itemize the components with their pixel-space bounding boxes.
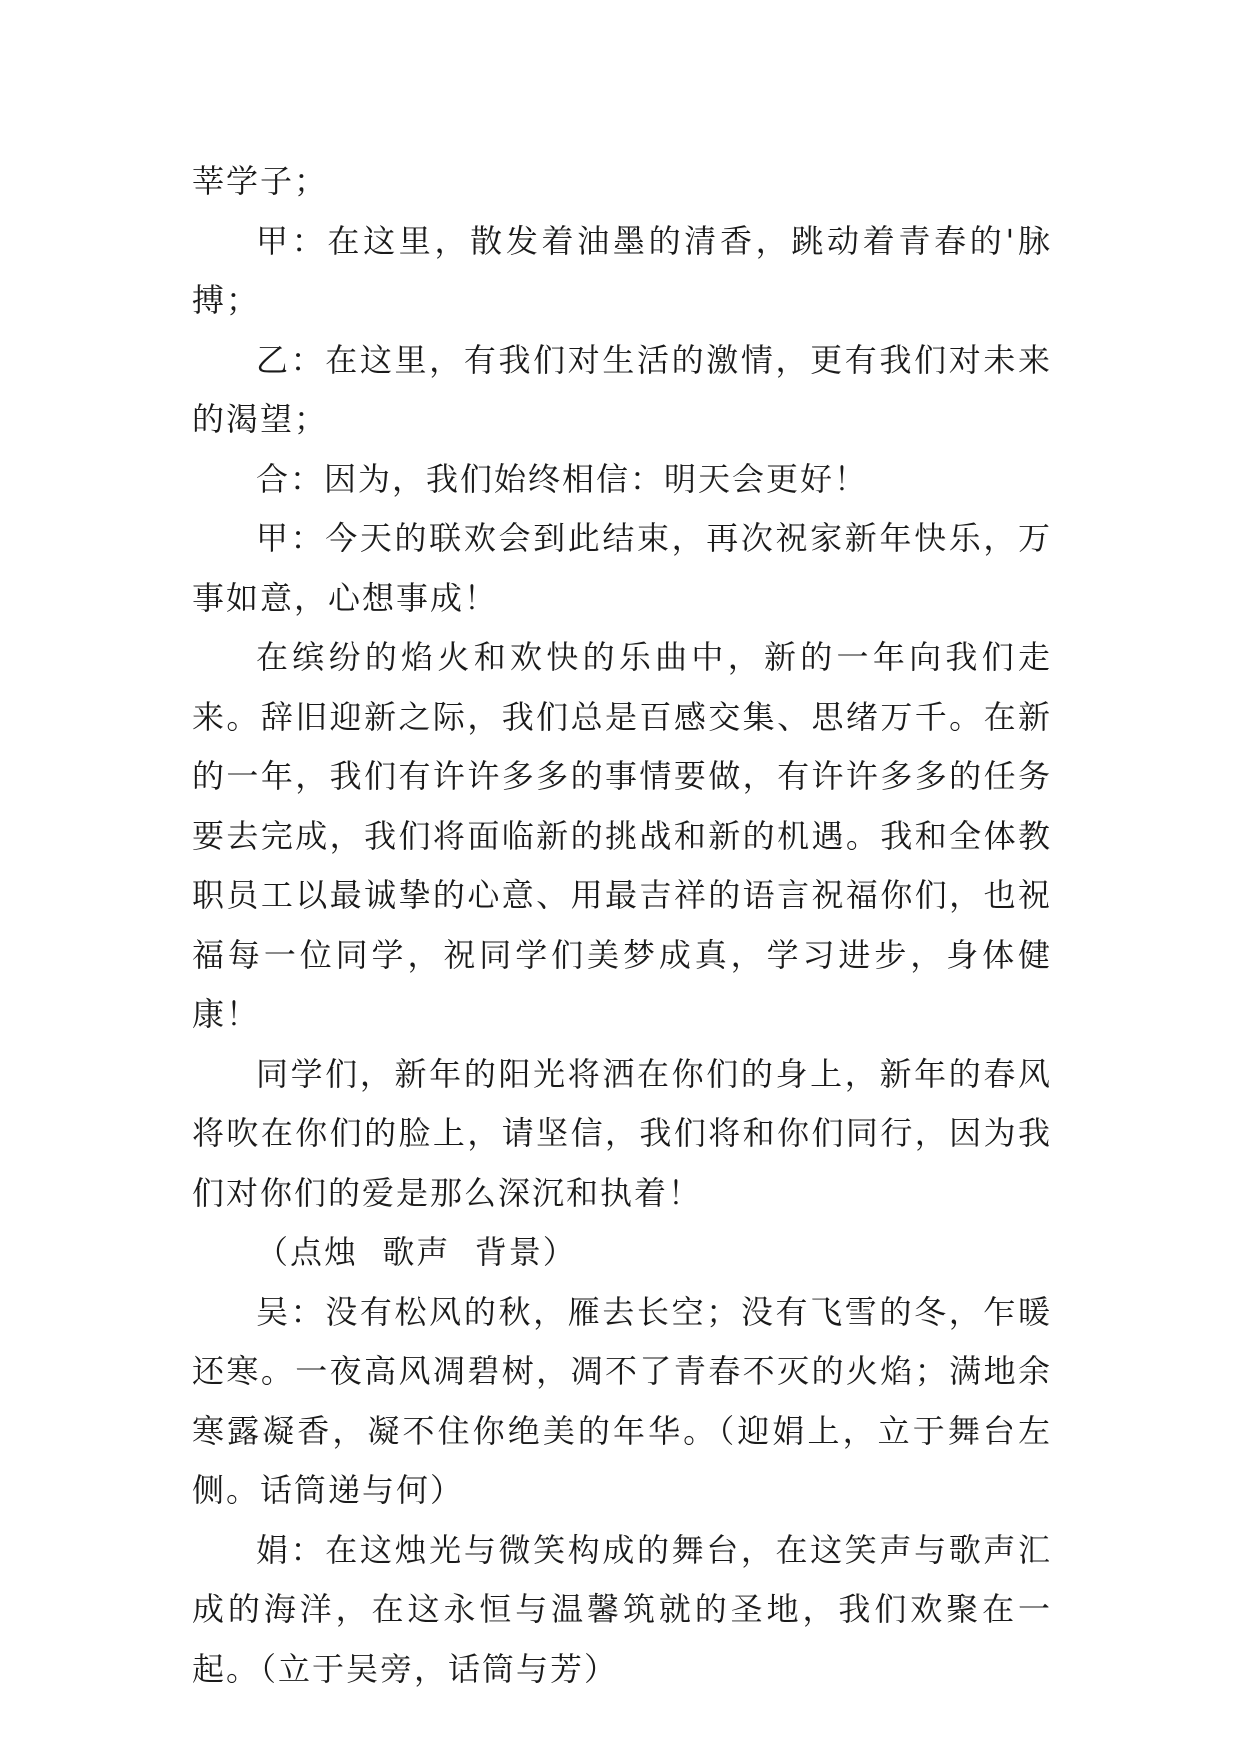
paragraph-juan: 娟：在这烛光与微笑构成的舞台，在这笑声与歌声汇成的海洋，在这永恒与温馨筑就的圣地，我们欢聚在一起。（立于吴旁，话筒与芳） xyxy=(192,1530,1052,1688)
paragraph-yi: 乙：在这里，有我们对生活的激情，更有我们对未来的渴望； xyxy=(192,340,1052,438)
paragraph-jia-1: 甲：在这里，散发着油墨的清香，跳动着青春的'脉搏； xyxy=(192,221,1052,319)
stage-direction: （点烛 歌声 背景） xyxy=(256,1233,577,1271)
document-body xyxy=(192,152,1052,1699)
paragraph-new-year-speech: 在缤纷的焰火和欢快的乐曲中，新的一年向我们走来。辞旧迎新之际，我们总是百感交集、思绪万千。在新的一年，我们有许许多多的事情要做，有许许多多的任务要去完成，我们将面临新的挑战和新的机遇。我和全体教职员工以最诚挚的心意、用最吉祥的语言祝福你们，也祝福每一位同学，祝同学们美梦成真，学习进步，身体健康！ xyxy=(192,638,1052,1033)
paragraph-wu: 吴：没有松风的秋，雁去长空；没有飞雪的冬，乍暖还寒。一夜高风凋碧树，凋不了青春不灭的火焰；满地余寒露凝香，凝不住你绝美的年华。（迎娟上，立于舞台左侧。话筒递与何） xyxy=(192,1292,1052,1509)
paragraph-students: 同学们，新年的阳光将洒在你们的身上，新年的春风将吹在你们的脸上，请坚信，我们将和你们同行，因为我们对你们的爱是那么深沉和执着！ xyxy=(192,1054,1052,1212)
paragraph-jia-2: 甲：今天的联欢会到此结束，再次祝家新年快乐，万事如意，心想事成！ xyxy=(192,519,1052,617)
paragraph-continuation: 莘学子； xyxy=(192,162,329,200)
paragraph-he: 合：因为，我们始终相信：明天会更好！ xyxy=(256,459,869,498)
